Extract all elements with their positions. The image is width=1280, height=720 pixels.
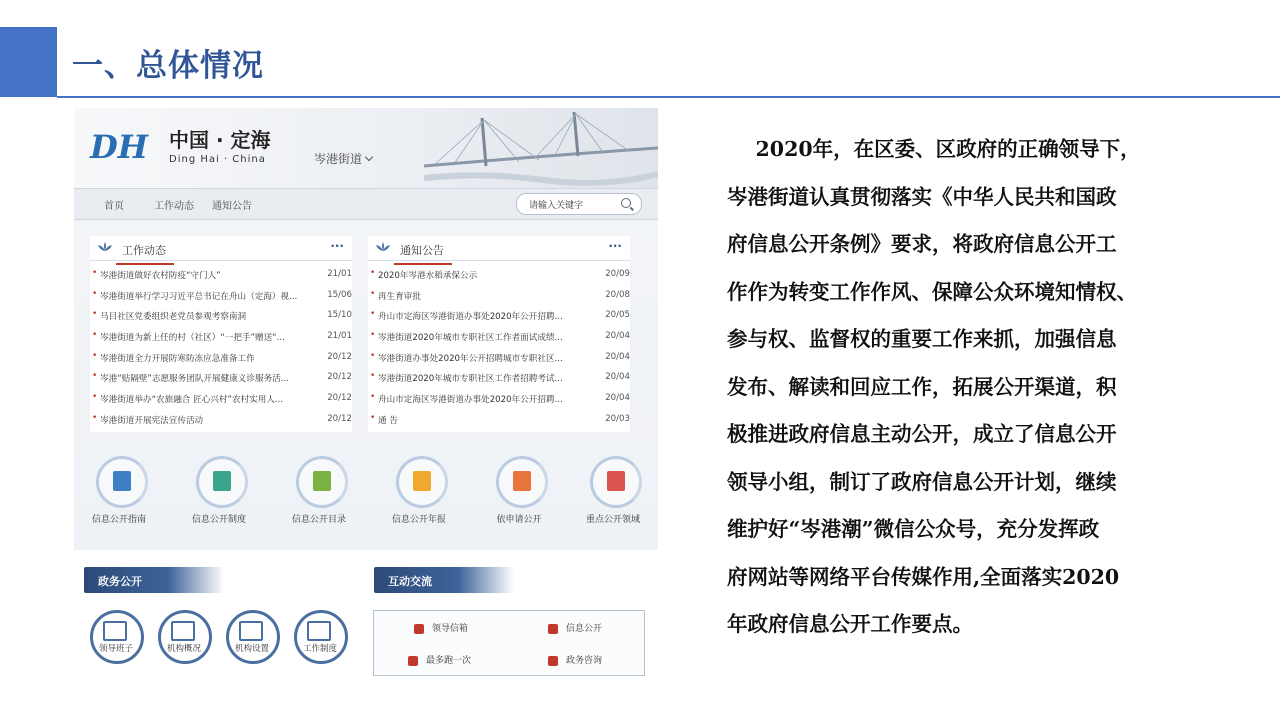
lotus-icon	[376, 242, 390, 251]
icon-ring	[590, 456, 642, 508]
gov-open-ribbon	[84, 567, 224, 593]
body-paragraph	[727, 126, 1207, 649]
list-item[interactable]: • 舟山市定海区岑港街道办事处2020年公开招聘... 20/05	[368, 307, 630, 328]
site-logo-en: Ding Hai · China	[169, 154, 266, 165]
headset-icon	[548, 656, 558, 666]
body-line: 极推进政府信息主动公开，成立了信息公开	[727, 422, 1117, 446]
list-item[interactable]: • 岑港“贴隔壁”志愿服务团队开展健康义诊服务活... 20/12	[90, 369, 352, 390]
site-logo-mark: DH	[90, 128, 148, 166]
form-check-icon	[513, 471, 531, 491]
link-run-once[interactable]: 最多跑一次	[408, 653, 471, 666]
body-line: 参与权、监督权的重要工作来抓，加强信息	[727, 327, 1117, 351]
icon-ring	[396, 456, 448, 508]
nav-work-news[interactable]: 工作动态	[154, 201, 194, 212]
icon-ring	[296, 456, 348, 508]
body-line: 府网站等网络平台传媒作用,全面落实2020	[727, 564, 1120, 589]
list-item[interactable]: • 岑港街道为新上任的村（社区）“一把手”赠送“... 21/01	[90, 328, 352, 349]
body-line: 府信息公开条例》要求，将政府信息公开工	[727, 232, 1117, 256]
gov-link-overview[interactable]: 机构概况	[154, 610, 214, 670]
work-news-more-button[interactable]: ···	[330, 239, 344, 253]
list-item[interactable]: • 岑港街道开展宪法宣传活动 20/12	[90, 411, 352, 432]
gov-open-title: 政务公开	[98, 575, 142, 588]
notices-title: 通知公告	[400, 244, 444, 257]
list-item[interactable]: • 舟山市定海区岑港街道办事处2020年公开招聘... 20/04	[368, 390, 630, 411]
lotus-icon	[98, 242, 112, 251]
folder-icon	[313, 471, 331, 491]
quick-link-key-areas[interactable]: 重点公开领域	[568, 456, 658, 546]
title-accent-bar	[0, 27, 57, 97]
quick-links-row	[74, 446, 658, 550]
notices-more-button[interactable]: ···	[608, 239, 622, 253]
quick-link-system[interactable]: 信息公开制度	[174, 456, 264, 546]
work-news-panel	[90, 236, 352, 432]
website-screenshot	[74, 108, 658, 550]
notices-list	[368, 266, 630, 432]
org-chart-icon	[239, 621, 263, 641]
people-icon	[103, 621, 127, 641]
quick-link-application[interactable]: 依申请公开	[474, 456, 564, 546]
body-line: 维护好“岑港潮”微信公众号，充分发挥政	[727, 517, 1100, 541]
title-underline	[57, 96, 1280, 98]
search-icon[interactable]	[621, 198, 631, 208]
work-news-header	[90, 236, 352, 261]
quick-link-catalog[interactable]: 信息公开目录	[274, 456, 364, 546]
list-item[interactable]: • 通 告 20/03	[368, 411, 630, 432]
list-item[interactable]: • 岑港街道举行学习习近平总书记在舟山（定海）视... 15/06	[90, 287, 352, 308]
body-line: 发布、解读和回应工作，拓展公开渠道，积	[727, 374, 1117, 399]
link-consult[interactable]: 政务咨询	[548, 653, 602, 666]
quick-link-annual-report[interactable]: 信息公开年报	[374, 456, 464, 546]
list-item[interactable]: • 2020年岑港水稻承保公示 20/09	[368, 266, 630, 287]
list-item[interactable]: • 岑港街道办事处2020年公开招聘城市专职社区... 20/04	[368, 349, 630, 370]
envelope-icon	[548, 624, 558, 634]
link-leader-mailbox[interactable]: 领导信箱	[414, 621, 468, 634]
body-line: 岑港街道认真贯彻落实《中华人民共和国政	[727, 184, 1117, 209]
site-header	[74, 108, 658, 188]
list-item[interactable]: • 岑港街道举办“农旅融合 匠心兴村”农村实用人... 20/12	[90, 390, 352, 411]
work-news-title: 工作动态	[122, 244, 166, 257]
nav-notices[interactable]: 通知公告	[212, 201, 252, 212]
icon-ring	[96, 456, 148, 508]
work-news-list	[90, 266, 352, 432]
list-item[interactable]: • 岑港街道全力开展防寒防冻应急准备工作 20/12	[90, 349, 352, 370]
gov-link-structure[interactable]: 机构设置	[222, 610, 282, 670]
body-line: 作作为转变工作作风、保障公众环境知情权、	[727, 279, 1137, 304]
nav-home[interactable]: 首页	[104, 201, 124, 212]
notices-header	[368, 236, 630, 261]
list-item[interactable]: • 岑港街道2020年城市专职社区工作者招聘考试... 20/04	[368, 369, 630, 390]
bridge-illustration	[424, 108, 658, 188]
slide-title: 一、总体情况	[72, 48, 264, 84]
site-logo-cn: 中国 · 定海	[169, 128, 271, 152]
gov-link-leaders[interactable]: 领导班子	[86, 610, 146, 670]
link-info-open[interactable]: 信息公开	[548, 621, 602, 634]
body-line: 2020年，在区委、区政府的正确领导下，	[727, 137, 1141, 161]
list-item[interactable]: • 岑港街道2020年城市专职社区工作者面试成绩... 20/04	[368, 328, 630, 349]
notices-panel	[368, 236, 630, 432]
document-icon	[408, 656, 418, 666]
document-icon	[213, 471, 231, 491]
street-label: 岑港街道	[314, 152, 363, 166]
street-selector[interactable]	[314, 150, 372, 167]
book-icon	[113, 471, 131, 491]
report-icon	[413, 471, 431, 491]
icon-ring	[496, 456, 548, 508]
body-line: 年政府信息公开工作要点。	[727, 612, 973, 636]
chevron-down-icon	[365, 153, 373, 161]
interaction-box	[373, 610, 645, 676]
icon-ring	[196, 456, 248, 508]
gov-link-rules[interactable]: 工作制度	[290, 610, 350, 670]
interaction-title: 互动交流	[388, 575, 432, 588]
search-placeholder: 请输入关键字	[529, 201, 584, 211]
list-item[interactable]: • 马目社区党委组织老党员参观考察南洞 15/10	[90, 307, 352, 328]
mailbox-icon	[414, 624, 424, 634]
body-line: 领导小组，制订了政府信息公开计划，继续	[727, 469, 1117, 494]
interaction-ribbon	[374, 567, 514, 593]
document-gear-icon	[307, 621, 331, 641]
list-item[interactable]: • 岑港街道做好农村防疫“守门人” 21/01	[90, 266, 352, 287]
list-item[interactable]: • 再生育审批 20/08	[368, 287, 630, 308]
search-input[interactable]	[516, 193, 642, 215]
id-card-icon	[171, 621, 195, 641]
quick-link-guide[interactable]: 信息公开指南	[74, 456, 164, 546]
open-book-icon	[607, 471, 625, 491]
